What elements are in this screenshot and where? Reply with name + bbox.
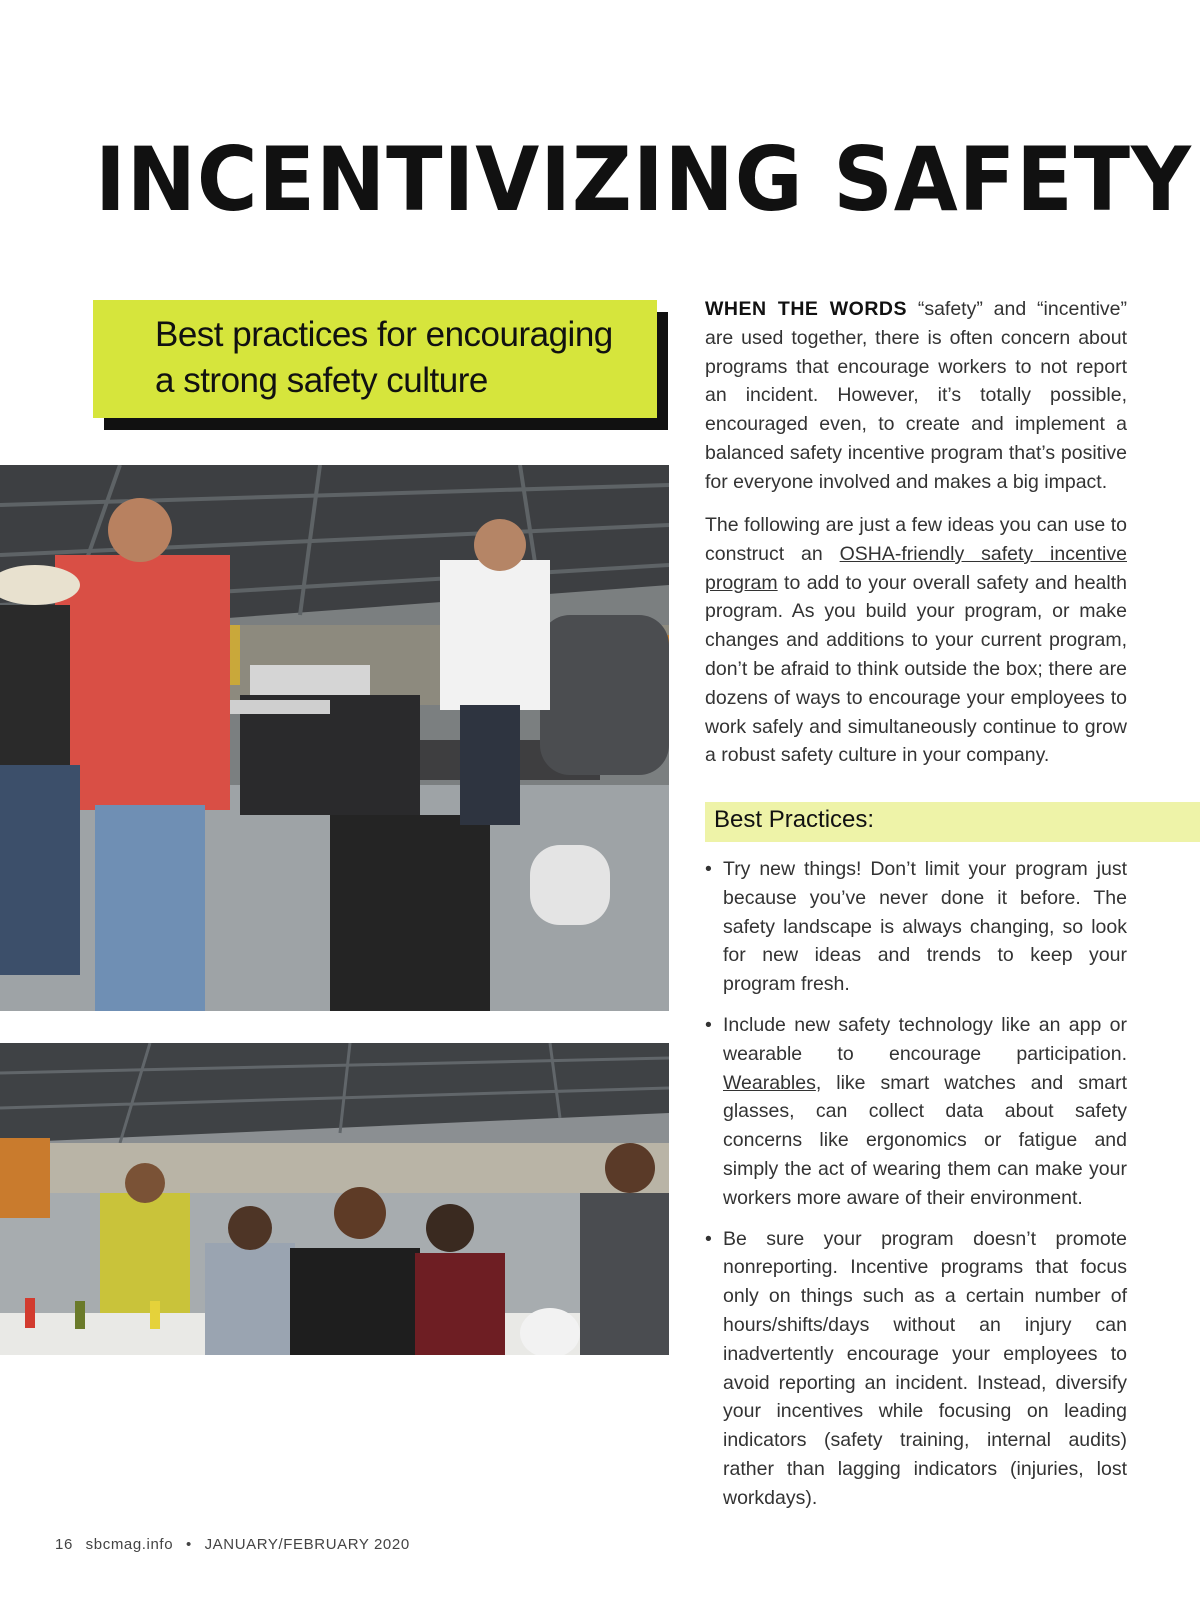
- para2-text-after: to add to your overall safety and health program. As you build your program, or make changes and additions to your current program, don’t be afraid to think outside the box; there are dozens of ways to encourage your employees to work safely and simultaneously continue to grow a robust safety culture in your company.: [705, 571, 1127, 767]
- second-paragraph: [705, 511, 1127, 770]
- photo-crowd-at-event: [0, 1043, 669, 1355]
- photo-barbecue-grilling: [0, 465, 669, 1011]
- intro-text: “safety” and “incentive” are used together, there is often concern about programs that encourage workers to not report an incident. However, it’s totally possible, encouraged even, to create and implement a balanced safety incentive program that’s positive for everyone involved and makes a big impact.: [705, 298, 1127, 493]
- footer-issue: JANUARY/FEBRUARY 2020: [204, 1536, 410, 1553]
- osha-incentive-program-link[interactable]: OSHA-friendly safety incentive program: [705, 542, 1127, 594]
- callout-line-1: Best practices for encouraging: [155, 315, 613, 354]
- best-practices-heading-bar: [705, 802, 1200, 842]
- intro-lead: WHEN THE WORDS: [705, 298, 907, 320]
- intro-paragraph: [705, 295, 1127, 497]
- wearables-link[interactable]: Wearables: [723, 1071, 816, 1094]
- bullet-text-2-after: , like smart watches and smart glasses, can collect data about safety concerns like ergonomics or fatigue and simply the act of wearing them can make your workers more aware of their environment.: [723, 1071, 1127, 1209]
- bullet-icon: •: [705, 1227, 712, 1250]
- article-title: INCENTIVIZING SAFETY: [95, 128, 1192, 231]
- bullet-text-1: Try new things! Don’t limit your program just because you’ve never done it before. The safety landscape is always changing, so look for new ideas and trends to keep your program fresh.: [723, 858, 1127, 996]
- list-item: [705, 1225, 1127, 1513]
- best-practices-heading: Best Practices:: [714, 806, 875, 833]
- bullet-text-2-before: Include new safety technology like an app or wearable to encourage participation.: [723, 1013, 1127, 1065]
- page-number: 16: [55, 1536, 73, 1553]
- para2-text-before: The following are just a few ideas you can use to construct an: [705, 514, 1127, 565]
- bullet-icon: •: [705, 1013, 712, 1036]
- footer-separator: •: [185, 1536, 192, 1553]
- callout-line-2: a strong safety culture: [155, 361, 488, 400]
- page-footer: [55, 1536, 418, 1553]
- callout-box: [93, 300, 657, 418]
- footer-site: sbcmag.info: [85, 1536, 174, 1553]
- bullet-text-3: Be sure your program doesn’t promote nonreporting. Incentive programs that focus only on things such as a certain number of hours/shifts/days without an injury can inadvertently encourage your employees to avoid reporting an incident. Instead, diversify your incentives while focusing on leading indicators (safety training, internal audits) rather than lagging indicators (injuries, lost workdays).: [723, 1227, 1127, 1509]
- list-item: [705, 1011, 1127, 1213]
- bullet-icon: •: [705, 858, 712, 880]
- best-practices-list: [705, 855, 1127, 1525]
- list-item: [705, 855, 1127, 999]
